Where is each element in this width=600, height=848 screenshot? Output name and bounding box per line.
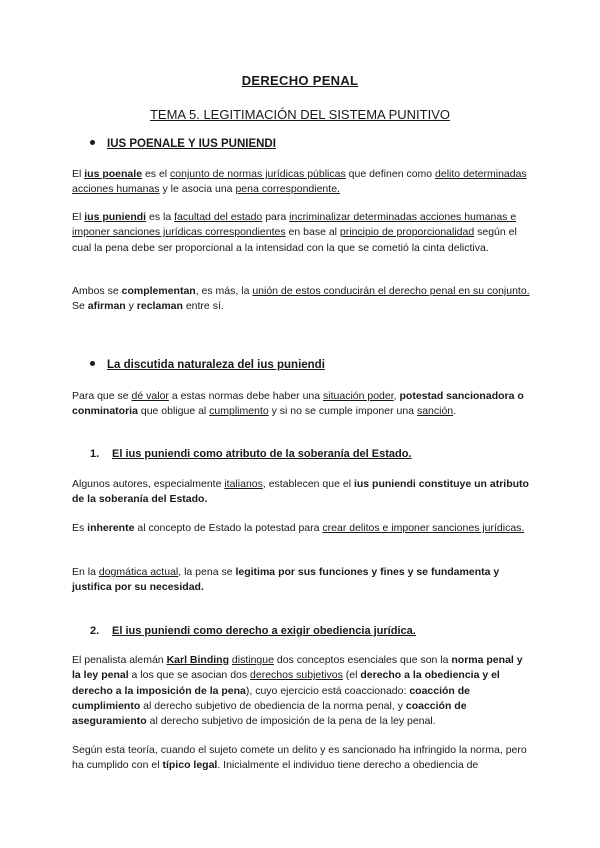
section-heading-naturaleza: La discutida naturaleza del ius puniendi — [90, 359, 325, 371]
paragraph-binding: El penalista alemán Karl Binding distingue dos conceptos esenciales que son la norma penal y la ley penal a los que se asocian dos derechos subjetivos (el derecho a la obediencia y el derecho a la imposición de la pena), cuyo ejercicio está coaccionado: coacción de cumplimiento al derecho subjetivo de obediencia de la norma penal, y coacción de aseguramiento al derecho subjetivo de imposición de la pena de la ley penal. — [72, 654, 523, 728]
paragraph-potestad: Para que se dé valor a estas normas debe haber una situación poder, potestad sancionadora o conminatoria que obligue al cumplimento y si no se cumple imponer una sanción. — [72, 390, 524, 418]
bullet-icon — [90, 140, 95, 145]
paragraph-ius-puniendi: El ius puniendi es la facultad del estado para incriminalizar determinadas acciones humanas e imponer sanciones jurídicas correspondientes en base al principio de proporcionalidad según el cual la pena debe ser proporcional a la intensidad con la que se cometió la cinta delictiva. — [72, 211, 517, 254]
bullet-icon — [90, 361, 95, 366]
paragraph-ius-poenale: El ius poenale es el conjunto de normas jurídicas públicas que definen como delito determinadas acciones humanas y le asocia una pena correspondiente. — [72, 168, 527, 196]
paragraph-teoria: Según esta teoría, cuando el sujeto comete un delito y es sancionado ha infringido la norma, pero ha cumplido con el típico legal. Inicialmente el individuo tiene derecho a obediencia de — [72, 744, 527, 772]
paragraph-italianos: Algunos autores, especialmente italianos, establecen que el ius puniendi constituye un atributo de la soberanía del Estado. — [72, 478, 529, 506]
subsection-heading-obediencia: 2. El ius puniendi como derecho a exigir obediencia jurídica. — [90, 625, 416, 637]
section-heading-ius-poenale: IUS POENALE Y IUS PUNIENDI — [90, 138, 276, 150]
paragraph-dogmatica: En la dogmática actual, la pena se legitima por sus funciones y fines y se fundamenta y justifica por su necesidad. — [72, 566, 500, 594]
paragraph-inherente: Es inherente al concepto de Estado la potestad para crear delitos e imponer sanciones jurídicas. — [72, 522, 525, 534]
document-subtitle: TEMA 5. LEGITIMACIÓN DEL SISTEMA PUNITIVO — [149, 107, 451, 122]
document-title: DERECHO PENAL — [241, 73, 359, 88]
subsection-heading-soberania: 1. El ius puniendi como atributo de la soberanía del Estado. — [90, 448, 412, 460]
paragraph-complementan: Ambos se complementan, es más, la unión de estos conducirán el derecho penal en su conjunto. Se afirman y reclaman entre sí. — [72, 285, 530, 313]
